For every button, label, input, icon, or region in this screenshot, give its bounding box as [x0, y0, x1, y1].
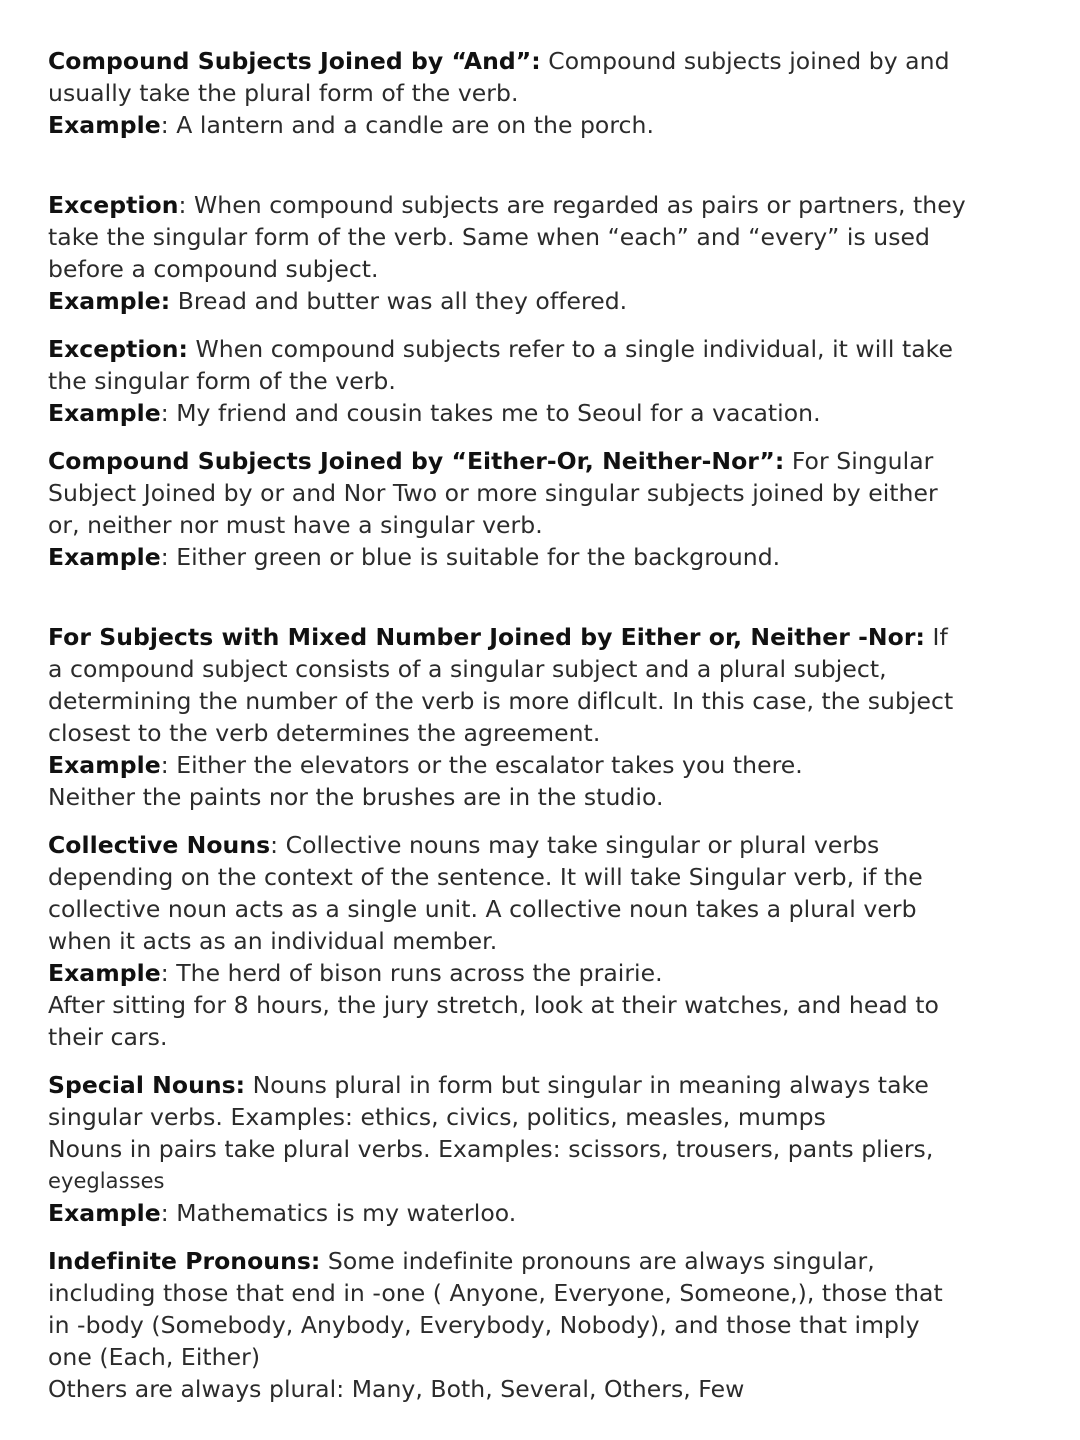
text-line: [48, 333, 1048, 365]
text-line: take the singular form of the verb. Same when “each” and “every” is used: [48, 223, 931, 251]
text-line: usually take the plural form of the verb.: [48, 79, 519, 107]
section-collective-nouns: [48, 829, 1048, 1053]
section-heading: For Subjects with Mixed Number Joined by Either or, Neither -Nor:: [48, 623, 925, 651]
spacer: [48, 141, 1048, 189]
body-text: Some indefinite pronouns are always singular,: [320, 1247, 875, 1275]
text-line: in -body (Somebody, Anybody, Everybody, Nobody), and those that imply: [48, 1311, 920, 1339]
body-text: For Singular: [784, 447, 934, 475]
text-line: Subject Joined by or and Nor Two or more singular subjects joined by either: [48, 479, 938, 507]
text-line: singular verbs. Examples: ethics, civics, politics, measles, mumps: [48, 1103, 826, 1131]
spacer: [48, 1053, 1048, 1069]
body-text: If: [924, 623, 948, 651]
section-special-nouns: [48, 1069, 1048, 1229]
text-line: [48, 1069, 1048, 1101]
section-indefinite-pronouns: [48, 1245, 1048, 1405]
body-text: : Collective nouns may take singular or plural verbs: [270, 831, 880, 859]
example-label: Example: [48, 543, 161, 571]
document-page: [48, 45, 1048, 1405]
section-heading: Compound Subjects Joined by “And”:: [48, 47, 541, 75]
text-line: the singular form of the verb.: [48, 367, 396, 395]
example-extra-line: Neither the paints nor the brushes are in the studio.: [48, 783, 664, 811]
example-line: [48, 285, 1048, 317]
text-line: [48, 445, 1048, 477]
text-line: a compound subject consists of a singular subject and a plural subject,: [48, 655, 887, 683]
text-line: [48, 45, 1048, 77]
example-label: Example: [48, 1199, 161, 1227]
spacer: [48, 1229, 1048, 1245]
text-line: determining the number of the verb is more diflcult. In this case, the subject: [48, 687, 954, 715]
text-line: [48, 1245, 1048, 1277]
section-exception-pairs: [48, 189, 1048, 317]
text-line: depending on the context of the sentence. It will take Singular verb, if the: [48, 863, 923, 891]
example-line: [48, 1197, 1048, 1229]
section-either-or: [48, 445, 1048, 573]
spacer: [48, 317, 1048, 333]
section-heading: Compound Subjects Joined by “Either-Or, Neither-Nor”:: [48, 447, 785, 475]
section-heading: Exception:: [48, 335, 188, 363]
spacer: [48, 813, 1048, 829]
example-text: : The herd of bison runs across the prairie.: [160, 959, 663, 987]
example-label: Example: [48, 399, 161, 427]
spacer: [48, 429, 1048, 445]
example-text: : Mathematics is my waterloo.: [160, 1199, 517, 1227]
text-line: [48, 621, 1048, 653]
example-extra-line: After sitting for 8 hours, the jury stretch, look at their watches, and head to: [48, 991, 939, 1019]
text-line: one (Each, Either): [48, 1343, 261, 1371]
example-line: [48, 397, 1048, 429]
body-text: When compound subjects refer to a single individual, it will take: [187, 335, 953, 363]
spacer: [48, 573, 1048, 621]
example-text: : A lantern and a candle are on the porch.: [160, 111, 654, 139]
text-line: closest to the verb determines the agreement.: [48, 719, 601, 747]
text-line: [48, 189, 1048, 221]
body-text: : When compound subjects are regarded as pairs or partners, they: [178, 191, 966, 219]
example-label: Example:: [48, 287, 171, 315]
text-line: Nouns in pairs take plural verbs. Examples: scissors, trousers, pants pliers,: [48, 1135, 934, 1163]
text-line: when it acts as an individual member.: [48, 927, 498, 955]
body-text: Compound subjects joined by and: [540, 47, 950, 75]
example-line: [48, 957, 1048, 989]
example-label: Example: [48, 111, 161, 139]
section-mixed-number: [48, 621, 1048, 813]
example-text: : Either the elevators or the escalator takes you there.: [160, 751, 803, 779]
example-text: Bread and butter was all they offered.: [170, 287, 628, 315]
text-line: before a compound subject.: [48, 255, 379, 283]
section-exception-individual: [48, 333, 1048, 429]
section-heading: Exception: [48, 191, 179, 219]
example-text: : My friend and cousin takes me to Seoul for a vacation.: [160, 399, 821, 427]
example-extra-line: their cars.: [48, 1023, 168, 1051]
example-label: Example: [48, 751, 161, 779]
section-heading: Special Nouns:: [48, 1071, 246, 1099]
section-compound-and: [48, 45, 1048, 141]
example-label: Example: [48, 959, 161, 987]
example-line: [48, 109, 1048, 141]
text-line: eyeglasses: [48, 1169, 165, 1193]
example-line: [48, 541, 1048, 573]
text-line: collective noun acts as a single unit. A collective noun takes a plural verb: [48, 895, 917, 923]
text-line: or, neither nor must have a singular verb.: [48, 511, 543, 539]
text-line: including those that end in -one ( Anyone, Everyone, Someone,), those that: [48, 1279, 943, 1307]
text-line: Others are always plural: Many, Both, Several, Others, Few: [48, 1375, 745, 1403]
body-text: Nouns plural in form but singular in meaning always take: [245, 1071, 929, 1099]
example-line: [48, 749, 1048, 781]
section-heading: Indefinite Pronouns:: [48, 1247, 321, 1275]
example-text: : Either green or blue is suitable for the background.: [160, 543, 781, 571]
text-line: [48, 829, 1048, 861]
section-heading: Collective Nouns: [48, 831, 271, 859]
